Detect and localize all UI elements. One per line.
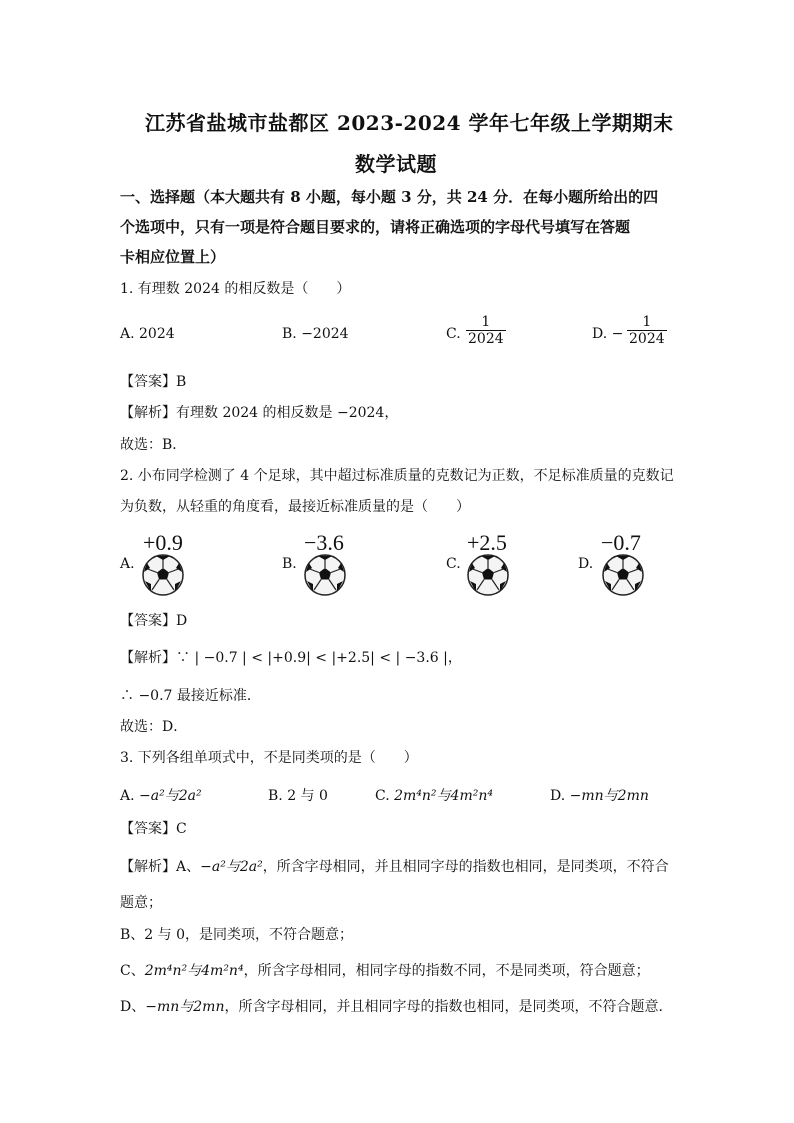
analysis-text: ∵ | −0.7 | < |+0.9| < |+2.5| < | −3.6 |， — [176, 650, 462, 666]
q3-option-b: B. 2 与 0 — [268, 788, 328, 804]
q1-option-c-label: C. — [446, 326, 461, 342]
q3-option-a — [120, 785, 202, 805]
option-label: D. — [550, 788, 566, 804]
q1-analysis — [120, 403, 398, 423]
q2-option-d-value: −0.7 — [601, 530, 641, 555]
q2-option-c-label: C. — [446, 556, 461, 572]
analysis-prefix: A、 — [176, 859, 201, 875]
q2-analysis — [120, 648, 462, 668]
soccer-ball-icon — [602, 554, 644, 600]
section-header-line2: 个选项中，只有一项是符合题目要求的，请将正确选项的字母代号填写在答题 — [120, 218, 631, 236]
answer-value: C — [176, 821, 187, 837]
analysis-math: 2m⁴n²与4m²n⁴ — [144, 963, 244, 979]
analysis-math: −a²与2a² — [200, 859, 263, 875]
analysis-text: ，所含字母相同，并且相同字母的指数也相同，是同类项，不符合 — [262, 859, 669, 875]
q1-option-d-label: D. − — [592, 326, 624, 342]
q3-option-c — [375, 785, 493, 805]
q3-stem: 3. 下列各组单项式中，不是同类项的是（ ） — [120, 750, 418, 766]
answer-value: D — [176, 613, 188, 629]
option-math: −mn与2mn — [569, 788, 649, 804]
q1-option-c-denominator: 2024 — [468, 331, 504, 347]
analysis-text: ，所含字母相同，并且相同字母的指数也相同，是同类项，不符合题意． — [224, 999, 673, 1015]
answer-tag: 【答案】 — [120, 821, 176, 837]
q3-analysis-a-cont: 题意； — [120, 895, 162, 911]
q1-option-c-fraction — [466, 314, 506, 347]
q2-answer — [120, 611, 187, 631]
soccer-ball-icon — [142, 554, 184, 600]
section-header-line1: 一、选择题（本大题共有 8 小题，每小题 3 分，共 24 分．在每小题所给出的四 — [120, 188, 659, 206]
answer-tag: 【答案】 — [120, 374, 176, 390]
analysis-text: ，所含字母相同，相同字母的指数不同，不是同类项，符合题意； — [243, 963, 650, 979]
soccer-ball-icon — [467, 554, 509, 600]
q3-analysis-b: B、2 与 0，是同类项，不符合题意； — [120, 927, 354, 943]
option-math: 2m⁴n²与4m²n⁴ — [394, 788, 493, 804]
soccer-ball-icon — [304, 554, 346, 600]
q2-option-b-label: B. — [282, 556, 297, 572]
option-math: −a²与2a² — [139, 788, 202, 804]
q1-option-b: B. −2024 — [282, 326, 349, 342]
q1-option-c-numerator: 1 — [481, 314, 491, 330]
q2-therefore: ∴ −0.7 最接近标准． — [120, 688, 261, 704]
q1-option-d-denominator: 2024 — [629, 331, 665, 347]
q2-option-a-value: +0.9 — [143, 530, 183, 555]
q3-option-d — [550, 785, 649, 805]
q2-option-c-value: +2.5 — [467, 530, 507, 555]
q1-option-a: A. 2024 — [120, 326, 175, 342]
q2-conclusion: 故选：D． — [120, 719, 188, 735]
q2-option-b-value: −3.6 — [304, 530, 344, 555]
q1-option-d-fraction — [627, 314, 667, 347]
analysis-tag: 【解析】 — [120, 650, 176, 666]
analysis-tag: 【解析】 — [120, 859, 176, 875]
q3-analysis-c — [120, 961, 650, 981]
analysis-tag: 【解析】 — [120, 405, 176, 421]
q1-answer — [120, 372, 186, 392]
option-label: C. — [375, 788, 390, 804]
q3-analysis-d — [120, 997, 672, 1017]
answer-tag: 【答案】 — [120, 613, 176, 629]
section-header-line3: 卡相应位置上） — [120, 248, 226, 266]
q3-analysis-a — [120, 857, 669, 877]
q2-stem-line1: 2. 小布同学检测了 4 个足球，其中超过标准质量的克数记为正数，不足标准质量的克数记 — [120, 468, 674, 484]
q1-stem: 1. 有理数 2024 的相反数是（ ） — [120, 281, 351, 297]
q3-answer — [120, 819, 187, 839]
analysis-prefix: D、 — [120, 999, 146, 1015]
analysis-text: 有理数 2024 的相反数是 −2024， — [176, 405, 399, 421]
q2-stem-line2: 为负数，从轻重的角度看，最接近标准质量的是（ ） — [120, 499, 470, 515]
analysis-math: −mn与2mn — [145, 999, 225, 1015]
q1-conclusion: 故选：B． — [120, 437, 187, 453]
option-label: A. — [120, 788, 135, 804]
page-title-line2: 数学试题 — [355, 152, 437, 176]
q2-option-d-label: D. — [578, 556, 594, 572]
page-title-line1: 江苏省盐城市盐都区 2023-2024 学年七年级上学期期末 — [145, 111, 674, 135]
analysis-prefix: C、 — [120, 963, 145, 979]
q1-option-d-numerator: 1 — [642, 314, 652, 330]
q2-option-a-label: A. — [120, 556, 135, 572]
answer-value: B — [176, 374, 187, 390]
